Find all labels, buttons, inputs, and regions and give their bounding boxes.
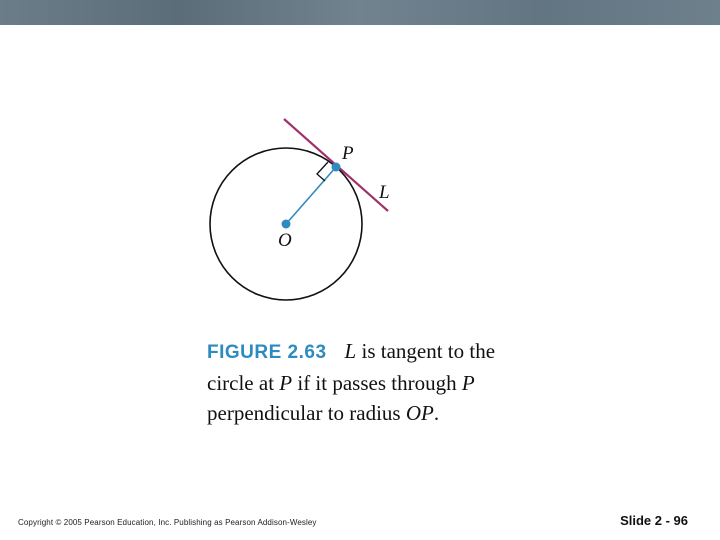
caption-line-3-italic: OP (405, 401, 434, 425)
caption-line-2-italic-2: P (461, 371, 475, 395)
caption-line-3-pre: perpendicular to radius (207, 401, 406, 425)
figure-label: FIGURE 2.63 (207, 342, 327, 363)
radius-op (286, 167, 336, 224)
caption-line-2-pre: circle at (207, 371, 280, 395)
caption-line-1-italic: L (344, 339, 357, 363)
caption-line-2-italic-1: P (279, 371, 293, 395)
label-p: P (342, 143, 354, 164)
slide-number: Slide 2 - 96 (620, 513, 688, 528)
caption-line-2 (207, 368, 547, 398)
point-p-dot (332, 163, 341, 172)
caption-line-1-text: is tangent to the (356, 339, 496, 363)
tangent-diagram (195, 110, 415, 310)
label-o: O (278, 230, 292, 251)
caption-line-3-end: . (433, 401, 440, 425)
caption-line-1 (207, 336, 547, 368)
caption-line-3 (207, 398, 547, 428)
top-banner (0, 0, 720, 25)
figure-caption (207, 336, 547, 428)
caption-line-2-mid: if it passes through (292, 371, 462, 395)
label-l: L (379, 182, 390, 203)
point-o-dot (282, 220, 291, 229)
copyright-text: Copyright © 2005 Pearson Education, Inc. Publishing as Pearson Addison-Wesley (18, 518, 317, 527)
